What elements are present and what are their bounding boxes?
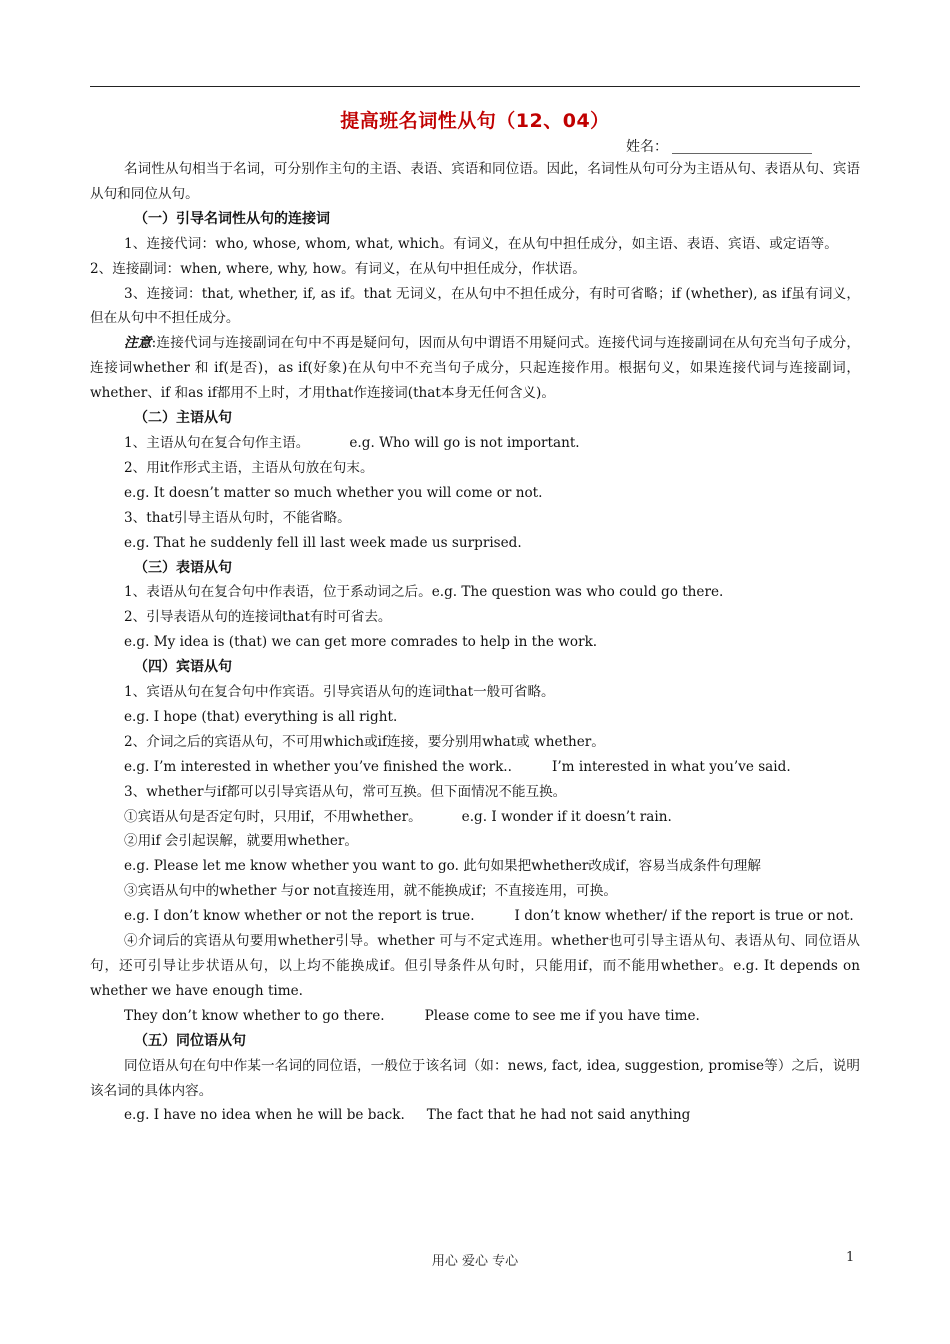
predicative-clause-example: e.g. My idea is (that) we can get more comrades to help in the work.: [124, 634, 598, 651]
section-heading-appositive-clause: （五）同位语从句: [134, 1032, 246, 1049]
section-heading-subject-clause: （二）主语从句: [134, 410, 232, 427]
object-clause-line-2: 2、介词之后的宾语从句，不可用which或if连接，要分别用what或 whether。: [124, 733, 605, 750]
intro-paragraph: 名词性从句相当于名词，可分别作主句的主语、表语、宾语和同位语。因此，名词性从句可分为主语从句、表语从句、宾语从句和同位从句。: [90, 161, 860, 202]
object-clause-example-4: e.g. I don’t know whether or not the report is true. I don’t know whether/ if the report is true or not.: [124, 908, 854, 925]
object-clause-rule-2: ②用if 会引起误解，就要用whether。: [124, 833, 359, 850]
object-clause-line-3: 3、whether与if都可以引导宾语从句，常可互换。但下面情况不能互换。: [124, 783, 567, 800]
subject-clause-line-3: 3、that引导主语从句时，不能省略。: [124, 509, 351, 526]
section-heading-connectives: （一）引导名词性从句的连接词: [134, 210, 330, 227]
appositive-clause-line-1: 同位语从句在句中作某一名词的同位语，一般位于该名词（如：news, fact, idea, suggestion, promise等）之后，说明该名词的具体内容。: [90, 1057, 860, 1099]
object-clause-example-1: e.g. I hope (that) everything is all right.: [124, 708, 398, 725]
page-number: 1: [846, 1250, 855, 1265]
object-clause-rule-3: ③宾语从句中的whether 与or not直接连用，就不能换成if；不直接连用，可换。: [124, 883, 617, 900]
object-clause-line-1: 1、宾语从句在复合句中作宾语。引导宾语从句的连词that一般可省略。: [124, 684, 555, 701]
object-clause-example-5: They don’t know whether to go there. Please come to see me if you have time.: [124, 1007, 700, 1024]
page-footer: 用心 爱心 专心: [431, 1254, 519, 1269]
section-heading-object-clause: （四）宾语从句: [134, 659, 232, 676]
object-clause-example-2: e.g. I’m interested in whether you’ve finished the work.. I’m interested in what you’ve said.: [124, 758, 791, 775]
object-clause-rule-4: ④介词后的宾语从句要用whether引导。whether 可与不定式连用。whether也可引导主语从句、表语从句、同位语从句，还可引导让步状语从句，以上均不能换成if。但引导条件从句时，只能用if，而不能用whether。e.g. It depends on whether we have enough time.: [90, 933, 860, 999]
name-field-row: [626, 136, 812, 156]
object-clause-example-3: e.g. Please let me know whether you want to go. 此句如果把whether改成if，容易当成条件句理解: [124, 858, 761, 875]
document-body: [90, 157, 860, 1128]
predicative-clause-line-2: 2、引导表语从句的连接词that有时可省去。: [124, 609, 392, 626]
subject-clause-line-2: 2、用it作形式主语，主语从句放在句末。: [124, 459, 374, 476]
note-label: 注意: [124, 335, 152, 352]
connective-pronouns-paragraph: 1、连接代词：who, whose, whom, what, which。有词义，在从句中担任成分，如主语、表语、宾语、或定语等。2、连接副词：when, where, why, how。有词义，在从句中担任成分，作状语。: [90, 235, 838, 277]
subject-clause-example-1: e.g. It doesn’t matter so much whether you will come or not.: [124, 484, 543, 501]
subject-clause-line-1: 1、主语从句在复合句作主语。 e.g. Who will go is not important.: [124, 434, 580, 451]
predicative-clause-line-1: 1、表语从句在复合句中作表语，位于系动词之后。e.g. The question was who could go there.: [124, 584, 724, 601]
object-clause-rule-1: ①宾语从句是否定句时，只用if，不用whether。 e.g. I wonder if it doesn’t rain.: [124, 808, 672, 825]
connective-words-paragraph: 3、连接词：that, whether, if, as if。that 无词义，在从句中不担任成分，有时可省略；if (whether), as if虽有词义，但在从句中不担任成分。: [90, 285, 860, 327]
subject-clause-example-2: e.g. That he suddenly fell ill last week made us surprised.: [124, 534, 522, 551]
name-label: 姓名：: [626, 139, 668, 155]
note-paragraph: 注意:连接代词与连接副词在句中不再是疑问句，因而从句中谓语不用疑问式。连接代词与连接副词在从句充当句子成分，连接词whether 和 if(是否)，as if(好象)在从句中不充当句子成分，只起连接作用。根据句义，如果连接代词与连接副词，whether、if 和as if都用不上时，才用that作连接词(that本身无任何含义)。: [90, 335, 861, 402]
page-title: 提高班名词性从句（12、04）: [340, 110, 610, 132]
header-rule: [90, 86, 860, 87]
appositive-clause-example: e.g. I have no idea when he will be back. The fact that he had not said anything: [124, 1107, 691, 1124]
section-heading-predicative-clause: （三）表语从句: [134, 559, 232, 576]
name-blank-line: [672, 139, 812, 154]
